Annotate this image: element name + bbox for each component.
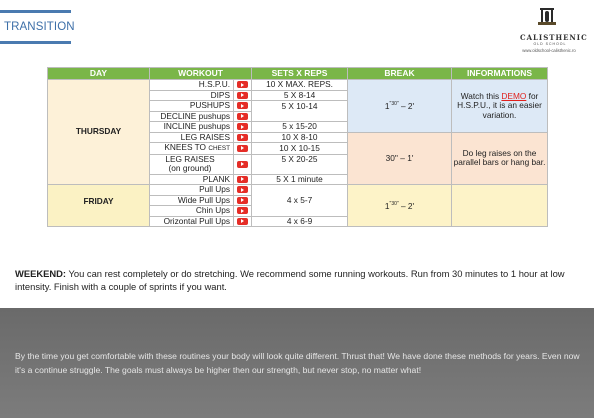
day-friday: FRIDAY	[48, 185, 150, 227]
youtube-play-icon[interactable]	[237, 92, 248, 99]
info-text	[452, 185, 548, 227]
footer-text: By the time you get comfortable with these routines your body will look quite different. Thrust that! We have done these methods for years. Even now it's a continue struggle. The goals must always be higher then our strength, but never stop, no matter what!	[15, 351, 580, 375]
youtube-play-icon[interactable]	[237, 81, 248, 88]
table-header-row	[48, 68, 548, 80]
sets-reps: 5 x 15-20	[252, 122, 348, 133]
exercise-name: Orizontal Pull Ups	[150, 216, 234, 227]
youtube-play-icon[interactable]	[237, 186, 248, 193]
break-time: 30'' – 1'	[348, 132, 452, 185]
youtube-play-icon[interactable]	[237, 218, 248, 225]
sets-reps: 5 X 8-14	[252, 90, 348, 101]
day-thursday: THURSDAY	[48, 80, 150, 185]
logo-brand: CALISTHENIC	[520, 33, 588, 42]
youtube-play-icon[interactable]	[237, 197, 248, 204]
weekend-text: You can rest completely or do stretching. We recommend some running workouts. Run from 30 minutes to 1 hour at low intensity. Finish with a couple of sprints if you want.	[15, 268, 565, 292]
youtube-play-icon[interactable]	[237, 176, 248, 183]
youtube-play-icon[interactable]	[237, 161, 248, 168]
header-rule-top	[0, 10, 71, 13]
youtube-play-icon[interactable]	[237, 134, 248, 141]
exercise-name: DECLINE pushups	[150, 111, 234, 122]
exercise-name: Wide Pull Ups	[150, 195, 234, 206]
sets-reps: 4 x 5-7	[252, 185, 348, 217]
break-time: $1^{"30"} - 2'$	[348, 80, 452, 133]
youtube-play-icon[interactable]	[237, 102, 248, 109]
exercise-name: H.S.P.U.	[150, 80, 234, 91]
info-text: Do leg raises on the parallel bars or hang bar.	[452, 132, 548, 185]
exercise-name: LEG RAISES	[150, 132, 234, 143]
weekend-label: WEEKEND:	[15, 268, 67, 279]
sets-reps: 10 X MAX. REPS.	[252, 80, 348, 91]
exercise-name: Chin Ups	[150, 206, 234, 217]
col-header-info: INFORMATIONS	[452, 68, 548, 80]
col-header-workout: WORKOUT	[150, 68, 252, 80]
section-title: TRANSITION	[4, 21, 75, 33]
sets-reps: 5 X 1 minute	[252, 174, 348, 185]
exercise-name: DIPS	[150, 90, 234, 101]
footer-band	[0, 308, 594, 418]
calisthenic-logo	[518, 6, 588, 60]
logo-url: www.oldschool-calisthenic.ro	[522, 48, 576, 53]
sets-reps: 5 X 20-25	[252, 154, 348, 174]
sets-reps: 5 X 10-14	[252, 101, 348, 122]
header-rule-bottom	[0, 41, 71, 44]
logo-subtitle: OLD SCHOOL	[533, 42, 567, 46]
youtube-play-icon[interactable]	[237, 145, 248, 152]
youtube-play-icon[interactable]	[237, 123, 248, 130]
exercise-name: Pull Ups	[150, 185, 234, 196]
table-row	[48, 80, 548, 91]
weekend-note	[15, 267, 581, 293]
exercise-name: PLANK	[150, 174, 234, 185]
youtube-play-icon[interactable]	[237, 113, 248, 120]
workout-table	[47, 67, 548, 227]
sets-reps: 10 X 10-15	[252, 143, 348, 155]
sets-reps: 4 x 6-9	[252, 216, 348, 227]
exercise-name: LEG RAISES (on ground)	[150, 154, 234, 174]
athlete-figure-icon	[545, 11, 549, 22]
col-header-sets: SETS X REPS	[252, 68, 348, 80]
exercise-name: KNEES TO CHEST	[150, 143, 234, 155]
demo-link[interactable]: DEMO	[501, 90, 527, 101]
col-header-day: DAY	[48, 68, 150, 80]
exercise-name: PUSHUPS	[150, 101, 234, 112]
col-header-break: BREAK	[348, 68, 452, 80]
info-text: Watch this DEMO for H.S.P.U., it is an easier variation.	[452, 80, 548, 133]
break-time: $1^{"30"} - 2'$	[348, 185, 452, 227]
sets-reps: 10 X 8-10	[252, 132, 348, 143]
youtube-play-icon[interactable]	[237, 207, 248, 214]
table-row	[48, 185, 548, 196]
exercise-name: INCLINE pushups	[150, 122, 234, 133]
